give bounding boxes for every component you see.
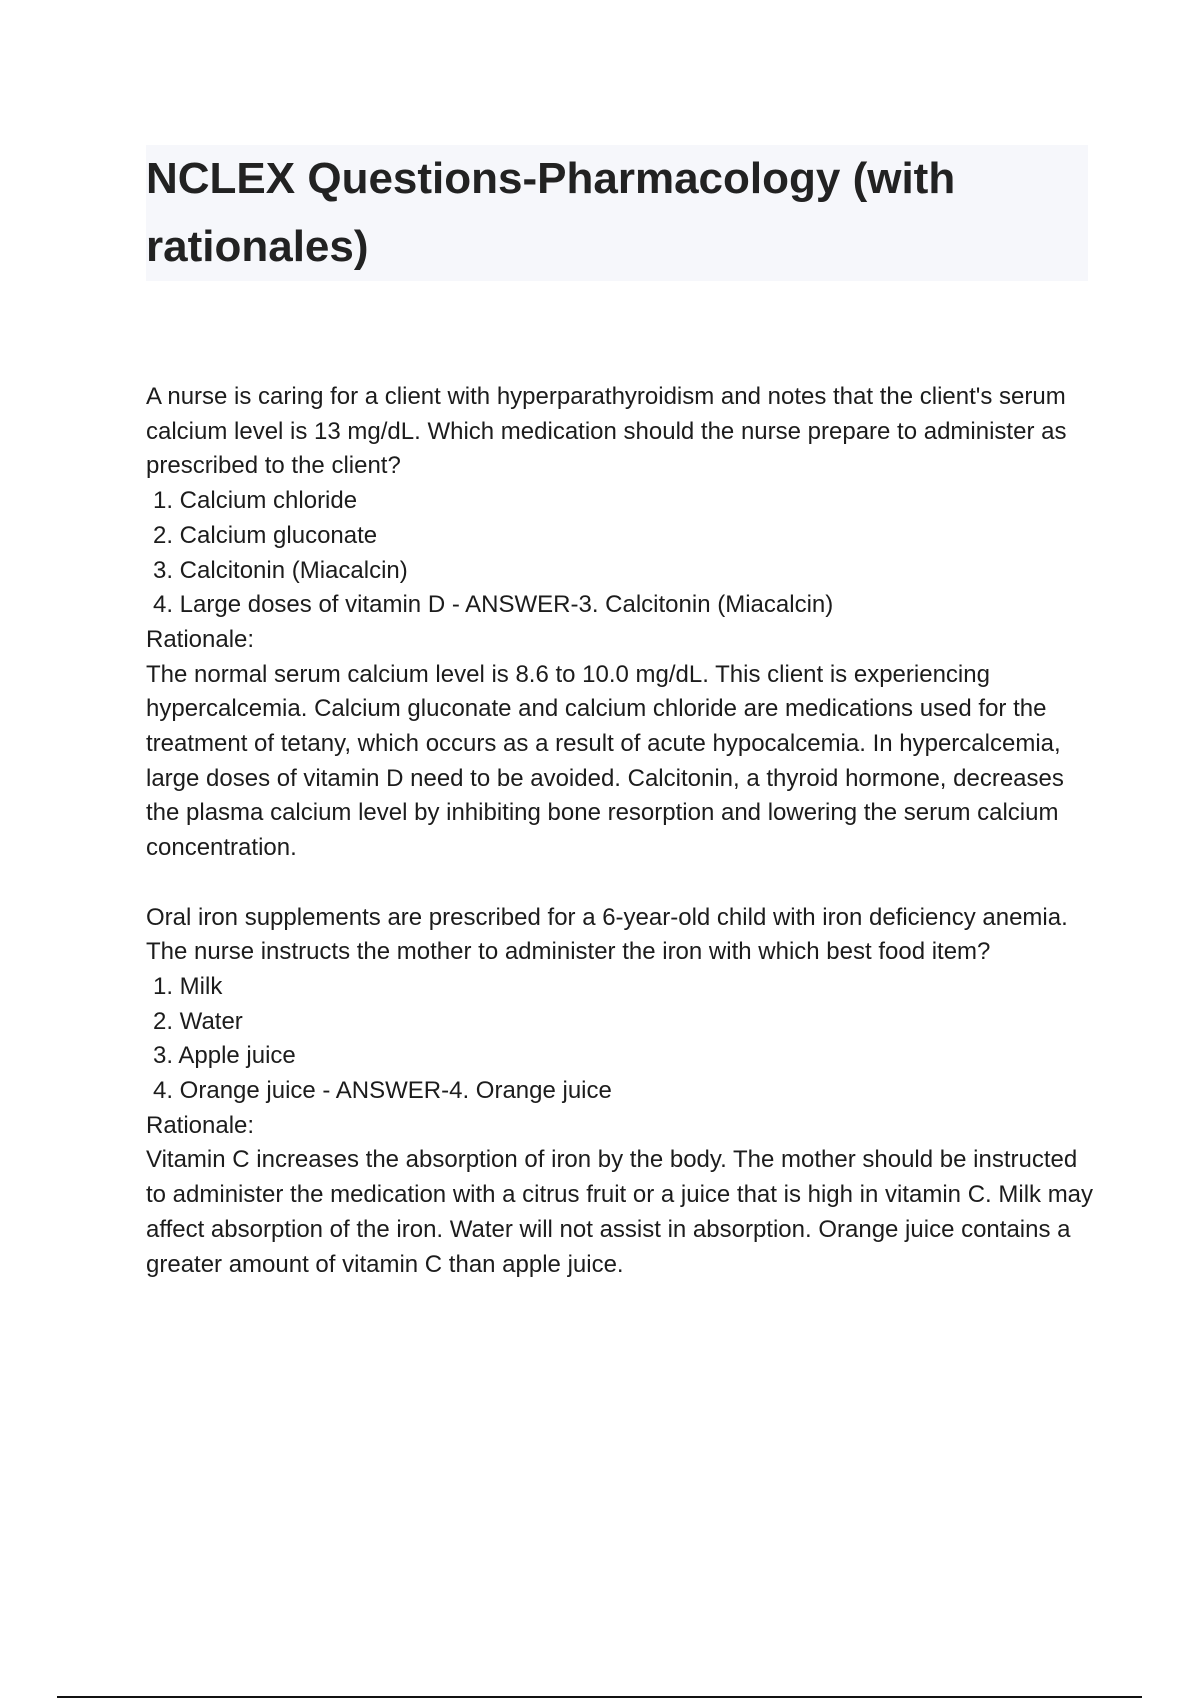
option-item: 3. Apple juice <box>153 1042 296 1070</box>
question-1 <box>146 380 1096 866</box>
option-item-answer: 4. Large doses of vitamin D - ANSWER-3. Calcitonin (Miacalcin) <box>153 591 834 619</box>
answer-options <box>146 484 1096 623</box>
question-2 <box>146 901 1096 1283</box>
rationale-text: The normal serum calcium level is 8.6 to 10.0 mg/dL. This client is experiencing hypercalcemia. Calcium gluconate and calcium chloride are medications used for the treatment of tetany, which occurs as a result of acute hypocalcemia. In hypercalcemia, large doses of vitamin D need to be avoided. Calcitonin, a thyroid hormone, decreases the plasma calcium level by inhibiting bone resorption and lowering the serum calcium concentration. <box>146 660 1064 862</box>
document-body <box>146 380 1096 1282</box>
rationale-label: Rationale: <box>146 625 255 653</box>
option-item: 1. Calcium chloride <box>153 487 358 515</box>
option-item: 3. Calcitonin (Miacalcin) <box>153 556 408 584</box>
option-item: 2. Calcium gluconate <box>153 521 378 549</box>
footer-divider <box>57 1696 1142 1698</box>
rationale-text: Vitamin C increases the absorption of iron by the body. The mother should be instructed to administer the medication with a citrus fruit or a juice that is high in vitamin C. Milk may affect absorption of the iron. Water will not assist in absorption. Orange juice contains a greater amount of vitamin C than apple juice. <box>146 1146 1094 1278</box>
answer-options <box>146 970 1096 1109</box>
page-title: NCLEX Questions-Pharmacology (with rationales) <box>146 154 956 271</box>
title-box <box>146 145 1088 281</box>
option-item: 1. Milk <box>153 972 223 1000</box>
rationale-label: Rationale: <box>146 1111 255 1139</box>
question-stem: A nurse is caring for a client with hyperparathyroidism and notes that the client's serum calcium level is 13 mg/dL. Which medication should the nurse prepare to administer as prescribed to the client? <box>146 383 1067 480</box>
option-item-answer: 4. Orange juice - ANSWER-4. Orange juice <box>153 1077 612 1105</box>
option-item: 2. Water <box>153 1007 243 1035</box>
question-stem: Oral iron supplements are prescribed for a 6-year-old child with iron deficiency anemia. The nurse instructs the mother to administer the iron with which best food item? <box>146 903 1068 966</box>
